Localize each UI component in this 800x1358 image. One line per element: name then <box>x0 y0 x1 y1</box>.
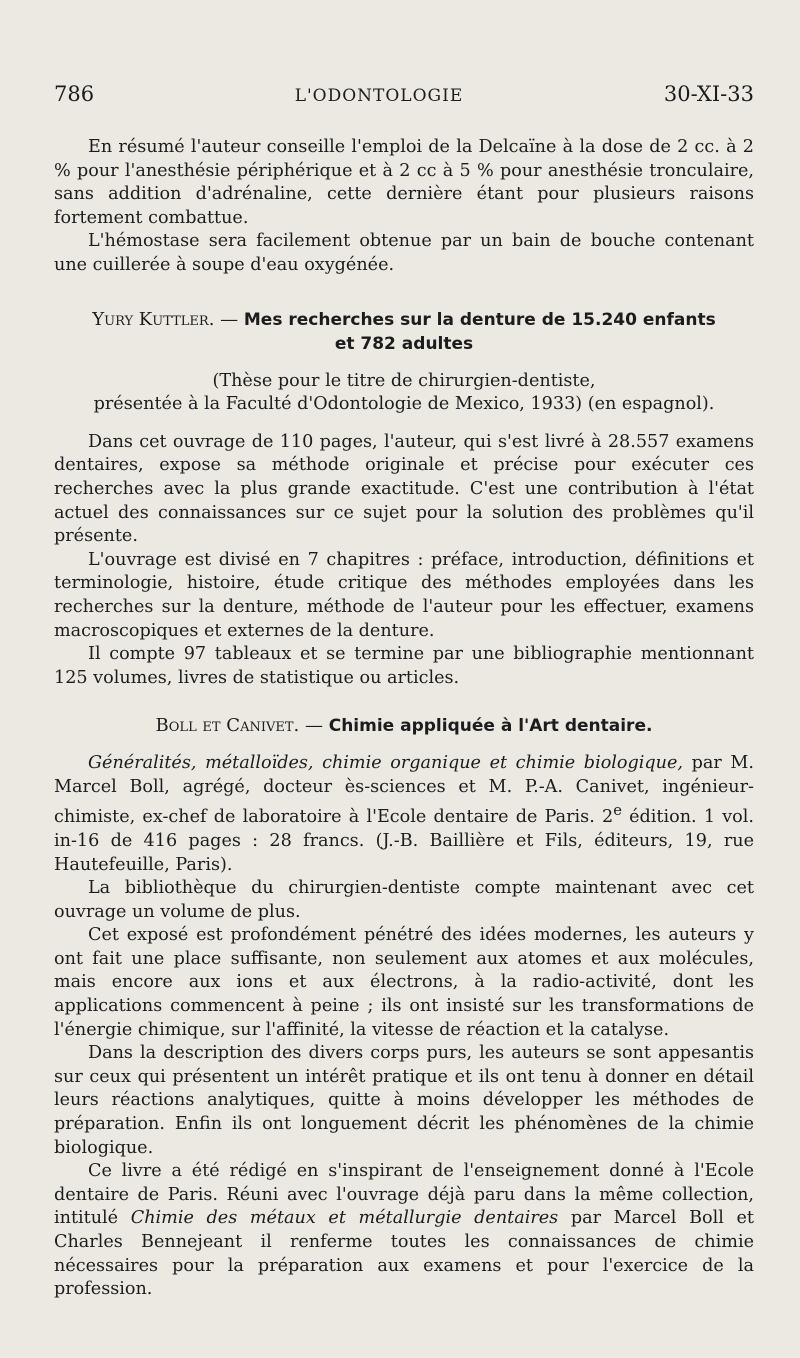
kuttler-subtitle-line2: présentée à la Faculté d'Odontologie de Mexico, 1933) (en espagnol). <box>93 394 715 415</box>
boll-paragraph-2: La bibliothèque du chirurgien-dentiste compte maintenant avec cet ouvrage un volume de plus. <box>54 878 754 922</box>
kuttler-subtitle-line1: (Thèse pour le titre de chirurgien-dentiste, <box>212 370 596 391</box>
boll-heading <box>54 714 754 738</box>
boll-paragraph-1-text-a: par M. Marcel Boll, agrégé, docteur ès-sciences et M. P.-A. Canivet, ingénieur-chimiste, ex-chef de laboratoire à l'Ecole dentaire de Paris. 2 <box>54 753 754 828</box>
kuttler-title-line1: Mes recherches sur la denture de 15.240 enfants <box>243 309 716 330</box>
summary-paragraph-2: L'hémostase sera facilement obtenue par un bain de bouche contenant une cuillerée à soupe d'eau oxygénée. <box>54 231 754 275</box>
kuttler-paragraph-2: L'ouvrage est divisé en 7 chapitres : préface, introduction, définitions et terminologie, histoire, étude critique des méthodes employées dans les recherches sur la denture, méthode de l'auteur pour les effectuer, examens macroscopiques et externes de la denture. <box>54 549 754 641</box>
boll-title: Chimie appliquée à l'Art dentaire. <box>328 716 653 737</box>
kuttler-paragraph-1: Dans cet ouvrage de 110 pages, l'auteur, qui s'est livré à 28.557 examens dentaires, expose sa méthode originale et précise pour exécuter ces recherches avec la plus grande exactitude. C'est une contribution à l'état actuel des connaissances sur ce sujet pour la solution des problèmes qu'il présente. <box>54 431 754 547</box>
boll-paragraph-4: Dans la description des divers corps purs, les auteurs se sont appesantis sur ceux qui présentent un intérêt pratique et ils ont tenu à donner en détail leurs réactions analytiques, quitte à moins développer les méthodes de préparation. Enfin ils ont longuement décrit les phénomènes de la chimie biologique. <box>54 1043 754 1158</box>
kuttler-heading <box>54 308 754 356</box>
boll-dash: — <box>304 715 323 737</box>
summary-paragraph-1: En résumé l'auteur conseille l'emploi de la Delcaïne à la dose de 2 cc. à 2 % pour l'anesthésie périphérique et à 2 cc à 5 % pour anesthésie tronculaire, sans addition d'adrénaline, cette dernière étant pour plusieurs raisons fortement combattue. <box>54 137 754 228</box>
kuttler-author: Yury Kuttler. <box>92 308 215 330</box>
boll-paragraph-1-text-b: édition. 1 vol. in-16 de 416 pages : 28 francs. (J.-B. Baillière et Fils, éditeurs, 19, rue Hautefeuille, Paris). <box>54 807 754 875</box>
boll-paragraph-1 <box>54 752 754 877</box>
kuttler-paragraph-3: Il compte 97 tableaux et se termine par une bibliographie mentionnant 125 volumes, livres de statistique ou articles. <box>54 644 754 688</box>
page-header <box>54 82 754 106</box>
boll-paragraph-3: Cet exposé est profondément pénétré des idées modernes, les auteurs y ont fait une place suffisante, non seulement aux atomes et aux molécules, mais encore aux ions et aux électrons, à la radio-activité, dont les applications commencent à peine ; ils ont insisté sur les transformations de l'énergie chimique, sur l'affinité, la vitesse de réaction et la catalyse. <box>54 925 754 1040</box>
boll-paragraph-5 <box>54 1160 754 1302</box>
boll-paragraph-5-text-a: Ce livre a été rédigé en s'inspirant de l'enseignement donné à l'Ecole dentaire de Paris. Réuni avec l'ouvrage déjà paru dans la même collection, intitulé <box>54 1161 754 1229</box>
boll-author: Boll et Canivet. <box>155 715 300 737</box>
boll-subtitle-italic: Généralités, métalloïdes, chimie organique et chimie biologique, <box>88 753 683 774</box>
page-number: 786 <box>54 82 95 106</box>
boll-edition-sup: e <box>613 802 622 820</box>
issue-date: 30-XI-33 <box>663 82 754 106</box>
boll-paragraph-5-text-b: par Marcel Boll et Charles Bennejeant il renferme toutes les connaissances de chimie nécessaires pour la préparation aux examens et pour l'exercice de la profession. <box>54 1208 754 1300</box>
kuttler-title-line2: et 782 adultes <box>334 333 474 354</box>
kuttler-dash: — <box>220 308 239 330</box>
boll-related-title-italic: Chimie des métaux et métallurgie dentaires <box>130 1208 559 1229</box>
running-title: L'ODONTOLOGIE <box>294 86 464 106</box>
